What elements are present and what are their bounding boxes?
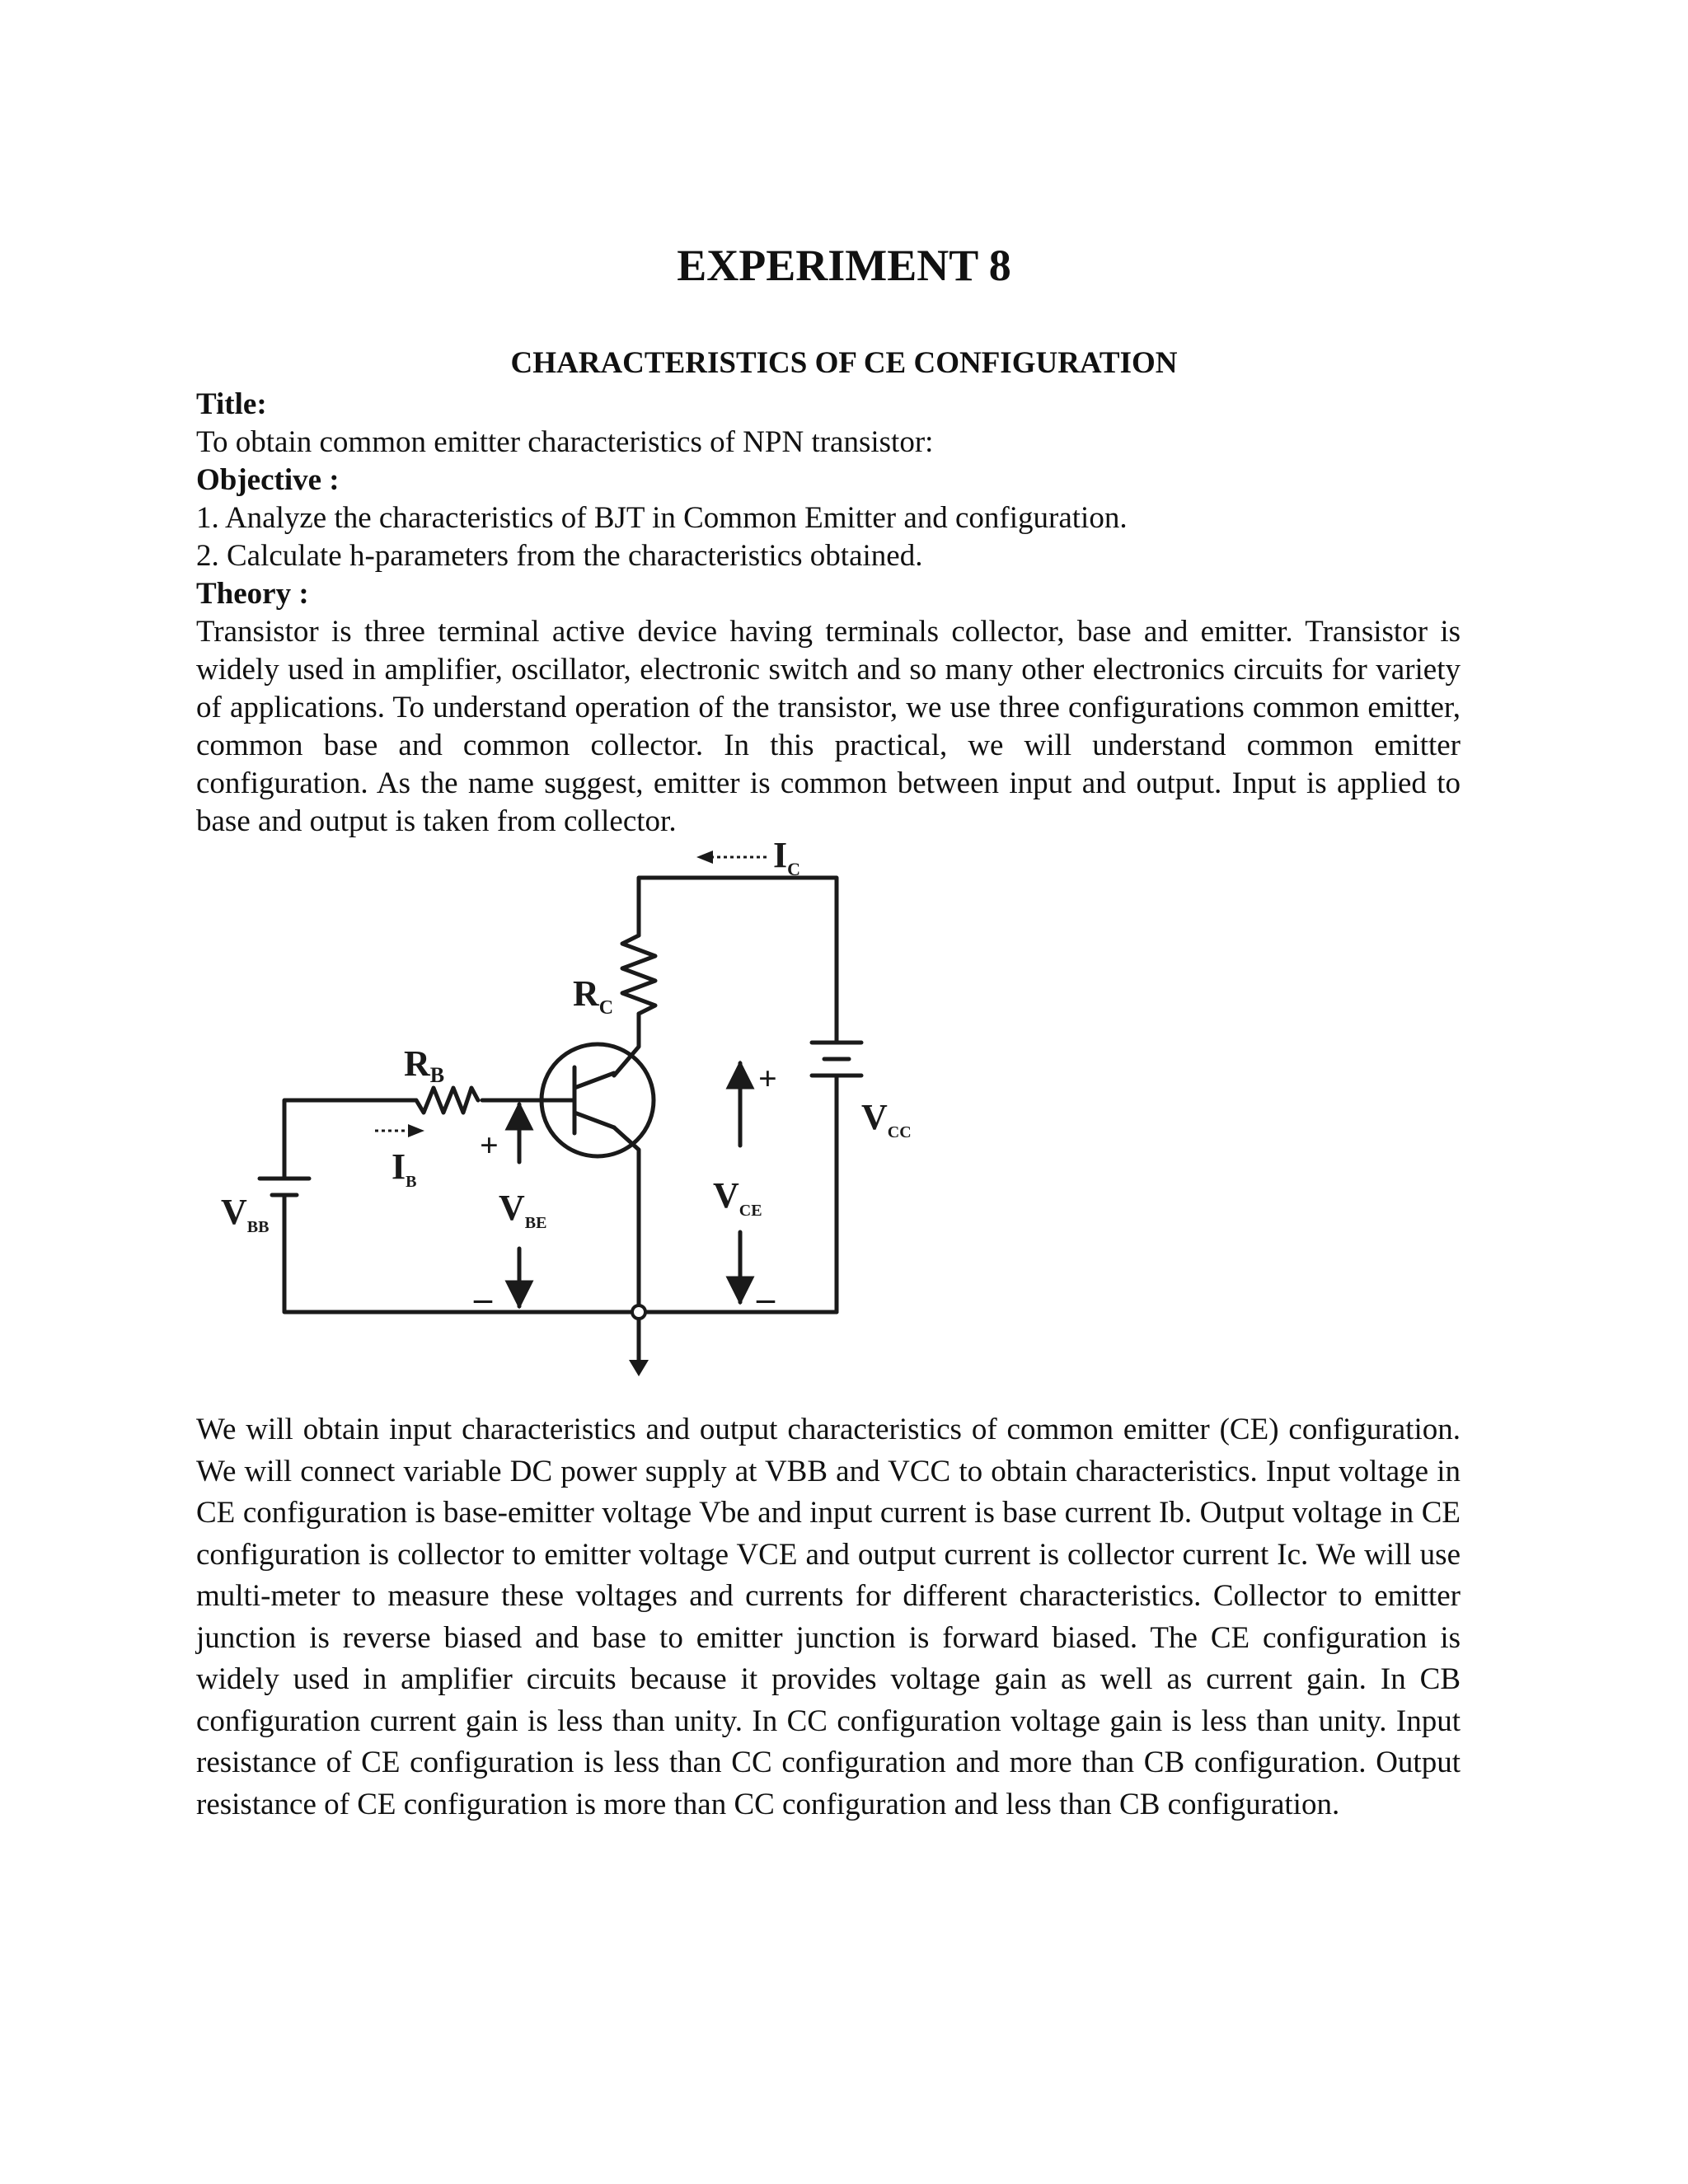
document-subtitle: CHARACTERISTICS OF CE CONFIGURATION	[510, 346, 1178, 380]
wire-rc-collector	[614, 1014, 639, 1076]
label-vbe: $V_{BE}$	[499, 1188, 547, 1232]
ib-arrow	[375, 1124, 424, 1137]
objective-item-1: 1. Analyze the characteristics of BJT in Common Emitter and configuration.	[196, 501, 1128, 535]
wire-collector-top	[639, 878, 837, 1043]
body-paragraph: We will obtain input characteristics and output characteristics of common emitter (CE) configuration. We will connect variable DC power supply at VBB and VCC to obtain characteristics. Input voltage in CE configuration is base-emitter voltage Vbe and input current is base current Ib. Output voltage in CE configuration is collector to emitter voltage VCE and output current is collector current Ic. We will use multi-meter to measure these voltages and currents for different characteristics. Collector to emitter junction is reverse biased and base to emitter junction is forward biased. The CE configuration is widely used in amplifier circuits because it provides voltage gain as well as current gain. In CB configuration current gain is less than unity. In CC configuration voltage gain is less than unity. Input resistance of CE configuration is less than CC configuration and more than CB configuration. Output resistance of CE configuration is more than CC configuration and less than CB configuration.	[196, 1413, 1461, 1821]
label-vce: $V_{CE}$	[713, 1175, 762, 1220]
transistor-emitter-lead	[574, 1113, 614, 1127]
body-section	[196, 1409, 1461, 1825]
resistor-rc	[622, 935, 655, 1014]
transistor-collector-lead	[574, 1073, 614, 1088]
theory-heading: Theory :	[196, 577, 309, 611]
theory-paragraph: Transistor is three terminal active device having terminals collector, base and emitter. Transistor is widely used in amplifier, oscillator, electronic switch and so many other electronics circuits for variety of applications. To understand operation of the transistor, we use three configurations common emitter, common base and common collector. In this practical, we will understand common emitter configuration. As the name suggest, emitter is common between input and output. Input is applied to base and output is taken from collector.	[196, 615, 1461, 838]
title-heading: Title:	[196, 387, 267, 421]
intro-section	[196, 386, 1461, 841]
ground-arrow-icon	[629, 1360, 649, 1376]
label-rc: $R_C$	[573, 973, 614, 1019]
label-ib: $I_B$	[392, 1146, 417, 1191]
label-vbb: $V_{BB}$	[221, 1192, 270, 1236]
wire-emitter-down	[614, 1127, 639, 1312]
ic-arrow	[696, 851, 767, 864]
ce-circuit-svg	[206, 832, 948, 1409]
label-vce-plus: +	[758, 1060, 777, 1097]
objective-item-2: 2. Calculate h-parameters from the characteristics obtained.	[196, 539, 923, 573]
title-text: To obtain common emitter characteristics of NPN transistor:	[196, 425, 934, 459]
label-ic: $I_C$	[773, 835, 801, 879]
label-vbe-plus: +	[480, 1127, 499, 1164]
ce-circuit-diagram	[206, 832, 948, 1409]
label-rb: RB	[404, 1043, 445, 1087]
resistor-rb	[416, 1088, 478, 1113]
label-vce-minus: –	[757, 1278, 775, 1319]
label-vcc: $V_{CC}$	[861, 1097, 912, 1141]
common-node	[632, 1305, 645, 1319]
label-vbe-minus: –	[474, 1278, 492, 1319]
document-title: EXPERIMENT 8	[677, 241, 1011, 290]
objective-heading: Objective :	[196, 463, 340, 497]
